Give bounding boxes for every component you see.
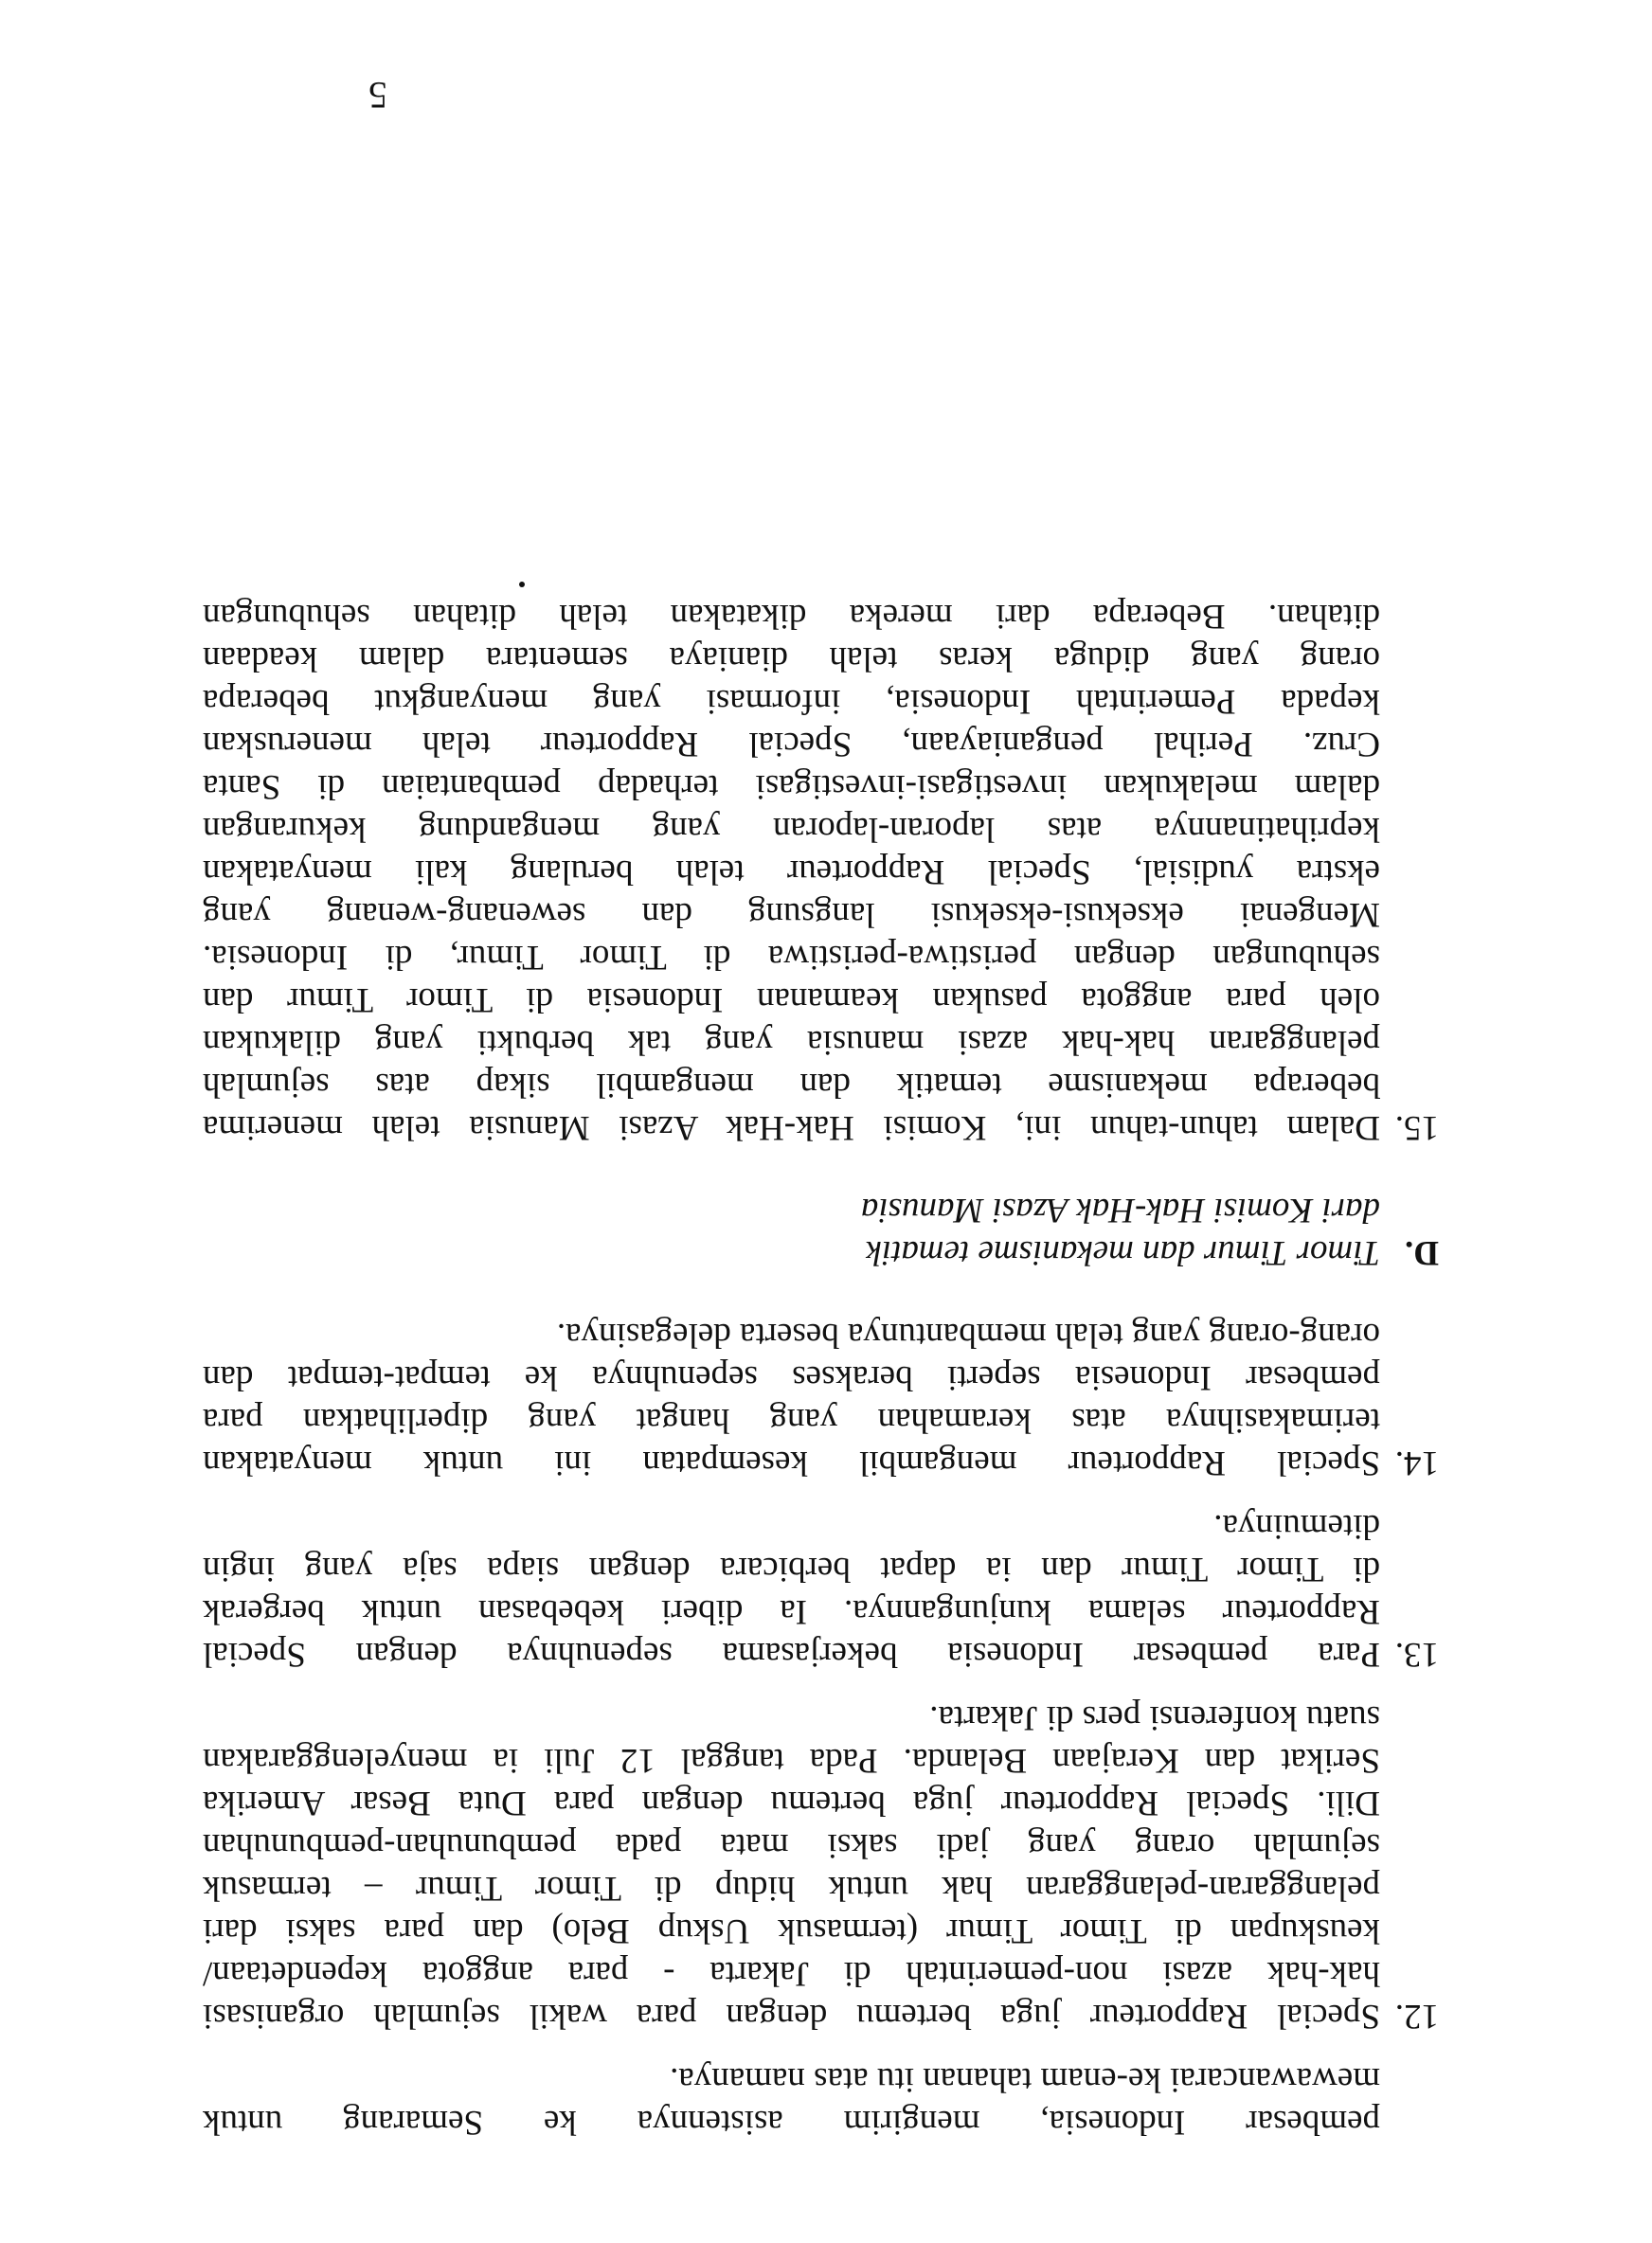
paragraph-number: 15. — [1394, 1108, 1439, 1147]
text-line: Para pembesar Indonesia bekerjasama sepenuhnya dengan Special — [203, 1635, 1380, 1674]
paragraph-number: 12. — [1394, 1997, 1439, 2036]
text-line: Serikat dan Kerajaan Belanda. Pada tanggal 12 Juli ia menyelenggarakan — [203, 1741, 1380, 1780]
text-line: kepada Pemerintah Indonesia, informasi yang menyangkut beberapa — [203, 682, 1380, 721]
paragraph-number: 14. — [1394, 1444, 1439, 1482]
text-line: pelanggaran hak-hak azasi manusia yang tak berbukti yang dilakukan — [203, 1023, 1380, 1062]
text-line: ditahan. Beberapa dari mereka dikatakan telah ditahan sehubungan — [203, 597, 1380, 636]
paragraph-12 — [203, 1696, 1439, 2037]
text-line: pembesar Indonesia seperti berakses sepenuhnya ke tempat-tempat dan — [203, 1358, 1380, 1397]
paragraph-13 — [203, 1505, 1439, 1676]
section-heading-d — [203, 1189, 1439, 1274]
text-line: Special Rapporteur juga bertemu dengan para wakil sejumlah organisasi — [203, 1997, 1380, 2036]
text-line: Cruz. Perihal penganiayaan, Special Rapporteur telah meneruskan — [203, 725, 1380, 763]
paragraph-15 — [203, 595, 1439, 1149]
section-letter: D. — [1405, 1233, 1439, 1272]
text-line: mewawancarai ke-enam tahanan itu atas namanya. — [670, 2060, 1380, 2099]
text-line: ekstra yudisial, Special Rapporteur telah berulang kali menyatakan — [203, 852, 1380, 891]
text-line: di Timor Timur dan ia dapat berbicara dengan siapa saja yang ingin — [203, 1550, 1380, 1588]
text-line: Dalam tahun-tahun ini, Komisi Hak-Hak Azasi Manusia telah menerima — [203, 1108, 1380, 1147]
page-body — [203, 595, 1439, 2144]
scan-speck — [519, 582, 525, 587]
paragraph-14 — [203, 1314, 1439, 1484]
section-title-line: Timor Timur dan mekanisme tematik — [866, 1233, 1380, 1272]
text-line: pembesar Indonesia, mengirim asistennya ke Semarang untuk — [203, 2103, 1380, 2142]
text-line: beberapa mekanisme tematik dan mengambil sikap atas sejumlah — [203, 1066, 1380, 1104]
paragraph-number: 13. — [1394, 1635, 1439, 1674]
text-line: oleh para anggota pasukan keamanan Indonesia di Timor Timur dan — [203, 980, 1380, 1019]
text-line: suatu konferensi pers di Jakarta. — [929, 1698, 1380, 1737]
text-line: Dili. Special Rapporteur juga bertemu dengan para Duta Besar Amerika — [203, 1784, 1380, 1822]
text-line: terimakasihnya atas keramahan yang hangat yang diperlihatkan para — [203, 1401, 1380, 1440]
text-line: orang yang diduga keras telah dianiaya sementara dalam keadaan — [203, 639, 1380, 678]
text-line: Mengenai eksekusi-eksekusi langsung dan sewenang-wenang yang — [203, 895, 1380, 934]
text-line: hak-hak azasi non-pemerintah di Jakarta - para anggota kependetaan/ — [203, 1954, 1380, 1993]
text-line: ditemuinya. — [1213, 1507, 1380, 1546]
continuation-text — [203, 2058, 1439, 2144]
text-line: sehubungan dengan peristiwa-peristiwa di Timor Timur, di Indonesia. — [203, 938, 1380, 977]
text-line: sejumlah orang yang jadi saksi mata pada pembunuhan-pembunuhan — [203, 1826, 1380, 1865]
page-number: 5 — [368, 74, 387, 117]
text-line: orang-orang yang telah membantunya beserta delegasinya. — [556, 1316, 1380, 1355]
text-line: keprihatinannya atas laporan-laporan yang mengandung kekurangan — [203, 810, 1380, 849]
section-title-line: dari Komisi Hak-Hak Azasi Manusia — [860, 1191, 1380, 1229]
text-line: dalam melakukan investigasi-investigasi terhadap pembantaian di Santa — [203, 767, 1380, 806]
text-line: Special Rapporteur mengambil kesempatan ini untuk menyatakan — [203, 1444, 1380, 1482]
text-line: pelanggaran-pelanggaran hak untuk hidup di Timor Timur – termasuk — [203, 1869, 1380, 1908]
text-line: keuskupan di Timor Timur (termasuk Uskup Belo) dan para saksi dari — [203, 1911, 1380, 1950]
text-line: Rapporteur selama kunjungannya. Ia diberi kebebasan untuk bergerak — [203, 1592, 1380, 1631]
